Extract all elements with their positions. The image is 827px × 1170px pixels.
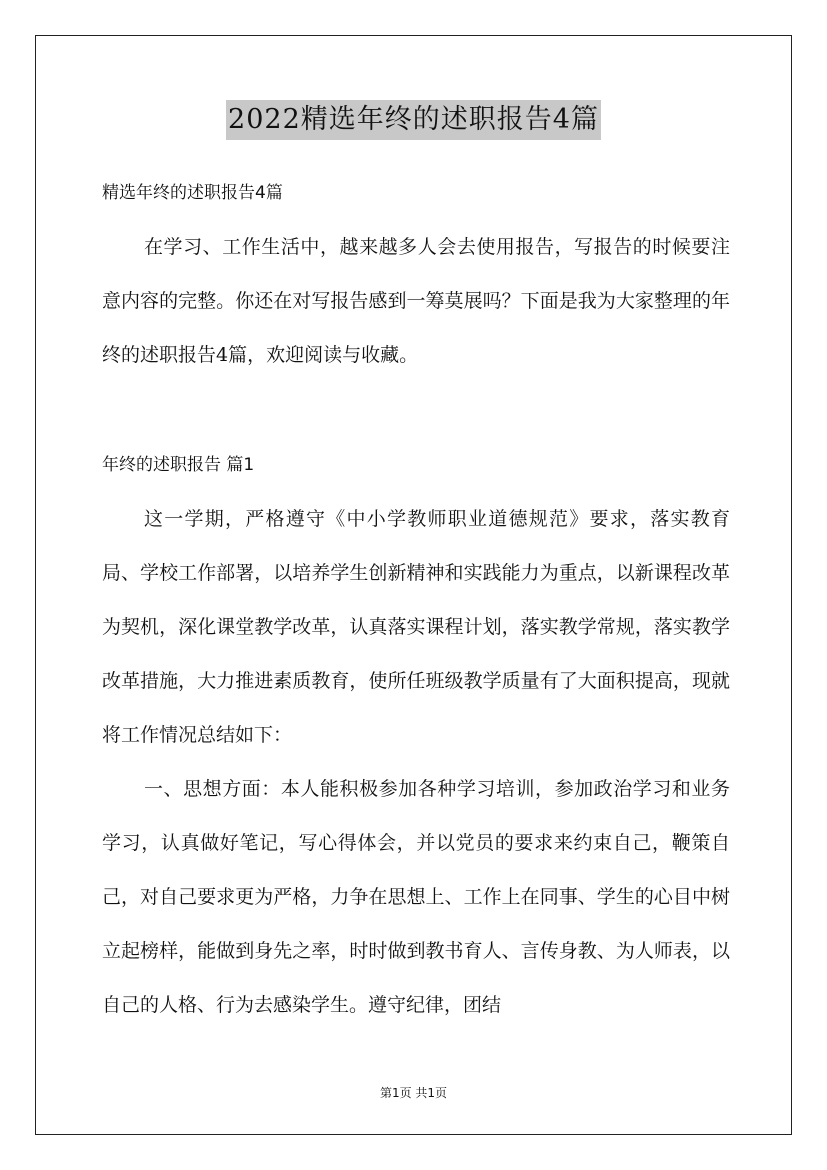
section-heading: 年终的述职报告 篇1 (102, 455, 255, 475)
title-container (0, 100, 827, 140)
document-title: 2022精选年终的述职报告4篇 (226, 100, 601, 140)
body-paragraph-1: 这一学期，严格遵守《中小学教师职业道德规范》要求，落实教育局、学校工作部署，以培养学生创新精神和实践能力为重点，以新课程改革为契机，深化课堂教学改革，认真落实课程计划，落实教学常规，落实教学改革措施，大力推进素质教育，使所任班级教学质量有了大面积提高，现就将工作情况总结如下： (102, 508, 730, 746)
intro-paragraph: 在学习、工作生活中，越来越多人会去使用报告，写报告的时候要注意内容的完整。你还在对写报告感到一筹莫展吗？下面是我为大家整理的年终的述职报告4篇，欢迎阅读与收藏。 (102, 236, 730, 366)
page-footer: 第1页 共1页 (379, 1086, 448, 1100)
body-paragraph-2: 一、思想方面：本人能积极参加各种学习培训，参加政治学习和业务学习，认真做好笔记，写心得体会，并以党员的要求来约束自己，鞭策自己，对自己要求更为严格，力争在思想上、工作上在同事、学生的心目中树立起榜样，能做到身先之率，时时做到教书育人、言传身教、为人师表，以自己的人格、行为去感染学生。遵守纪律，团结 (102, 778, 730, 1016)
document-subtitle: 精选年终的述职报告4篇 (102, 183, 283, 203)
